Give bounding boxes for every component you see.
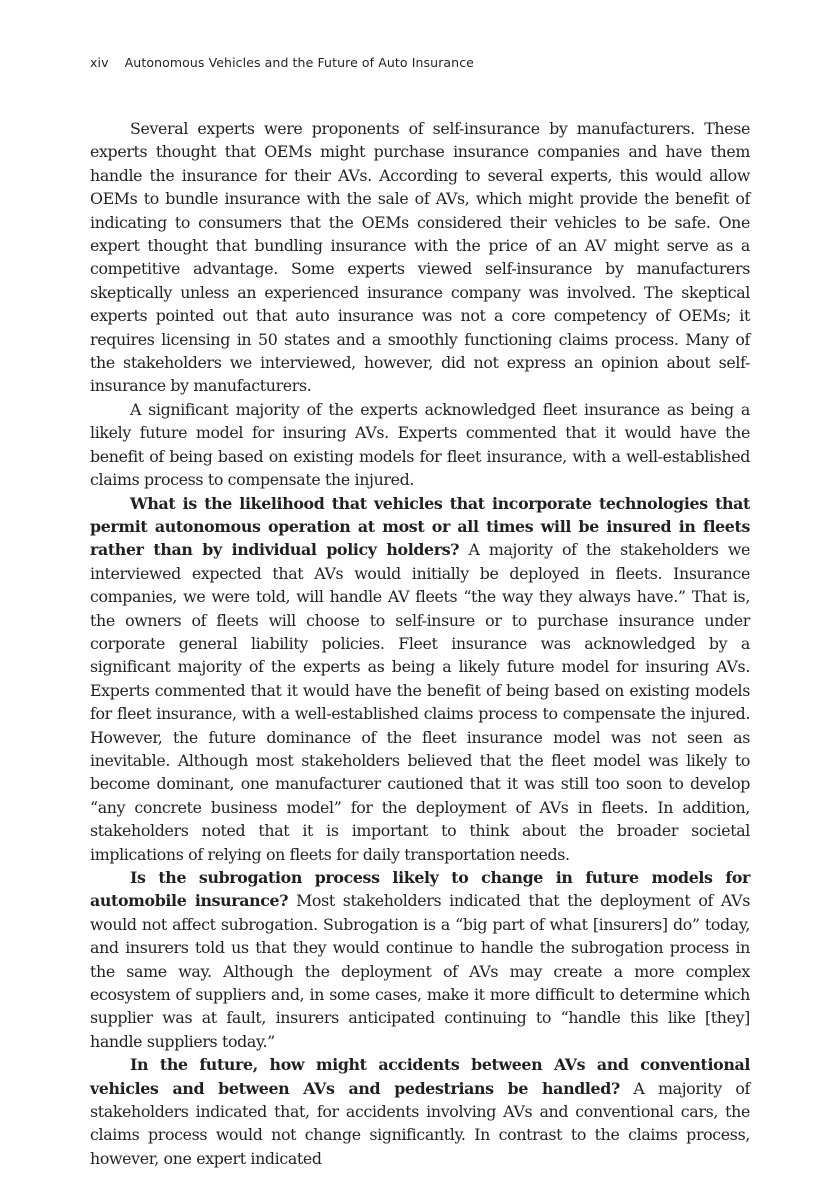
paragraph xyxy=(90,1053,750,1170)
question-heading: Is the subrogation process likely to change in future models for automobile insurance? xyxy=(90,868,750,911)
paragraph-text: Several experts were proponents of self-insurance by manufacturers. These experts thought that OEMs might purchase insurance companies and have them handle the insurance for their AVs. According to several experts, this would allow OEMs to bundle insurance with the sale of AVs, which might provide the benefit of indicating to consumers that the OEMs considered their vehicles to be safe. One expert thought that bundling insurance with the price of an AV might serve as a competitive advantage. Some experts viewed self-insurance by manufacturers skeptically unless an experienced insurance company was involved. The skeptical experts pointed out that auto insurance was not a core competency of OEMs; it requires licensing in 50 states and a smoothly functioning claims process. Many of the stakeholders we interviewed, however, did not express an opinion about self-insurance by manufacturers. xyxy=(90,119,750,396)
running-title: Autonomous Vehicles and the Future of Auto Insurance xyxy=(124,55,474,70)
question-heading: What is the likelihood that vehicles that incorporate technologies that permit autonomous operation at most or all times will be insured in fleets rather than by individual policy holders? xyxy=(90,493,750,560)
running-header xyxy=(90,55,474,70)
paragraph xyxy=(90,492,750,867)
body-text xyxy=(90,117,750,1170)
paragraph-text: A majority of stakeholders indicated that, for accidents involving AVs and conventional cars, the claims process would not change significantly. In contrast to the claims process, however, one expert indicated xyxy=(90,1078,750,1168)
paragraph xyxy=(90,398,750,492)
paragraph-text: A majority of the stakeholders we interviewed expected that AVs would initially be deployed in fleets. Insurance companies, we were told, will handle AV fleets “the way they always have.” That is, the owners of fleets will choose to self-insure or to purchase insurance under corporate general liability policies. Fleet insurance was acknowledged by a significant majority of the experts as being a likely future model for insuring AVs. Experts commented that it would have the benefit of being based on existing models for fleet insurance, with a well-established claims process to compensate the injured. However, the future dominance of the fleet insurance model was not seen as inevitable. Although most stakeholders believed that the fleet model was likely to become dominant, one manufacturer cautioned that it was still too soon to develop “any concrete business model” for the deployment of AVs in fleets. In addition, stakeholders noted that it is important to think about the broader societal implications of relying on fleets for daily transportation needs. xyxy=(90,540,750,864)
paragraph xyxy=(90,117,750,398)
paragraph-text: Most stakeholders indicated that the deployment of AVs would not affect subrogation. Subrogation is a “big part of what [insurers] do” today, and insurers told us that they would continue to handle the subrogation process in the same way. Although the deployment of AVs may create a more complex ecosystem of suppliers and, in some cases, make it more difficult to determine which supplier was at fault, insurers anticipated continuing to “handle this like [they] handle suppliers today.” xyxy=(90,891,750,1051)
paragraph xyxy=(90,866,750,1053)
paragraph-text: A significant majority of the experts acknowledged fleet insurance as being a likely future model for insuring AVs. Experts commented that it would have the benefit of being based on existing models for fleet insurance, with a well-established claims process to compensate the injured. xyxy=(90,399,750,490)
question-heading: In the future, how might accidents between AVs and conventional vehicles and between AVs and pedestrians be handled? xyxy=(90,1055,750,1098)
page-number: xiv xyxy=(90,55,109,70)
